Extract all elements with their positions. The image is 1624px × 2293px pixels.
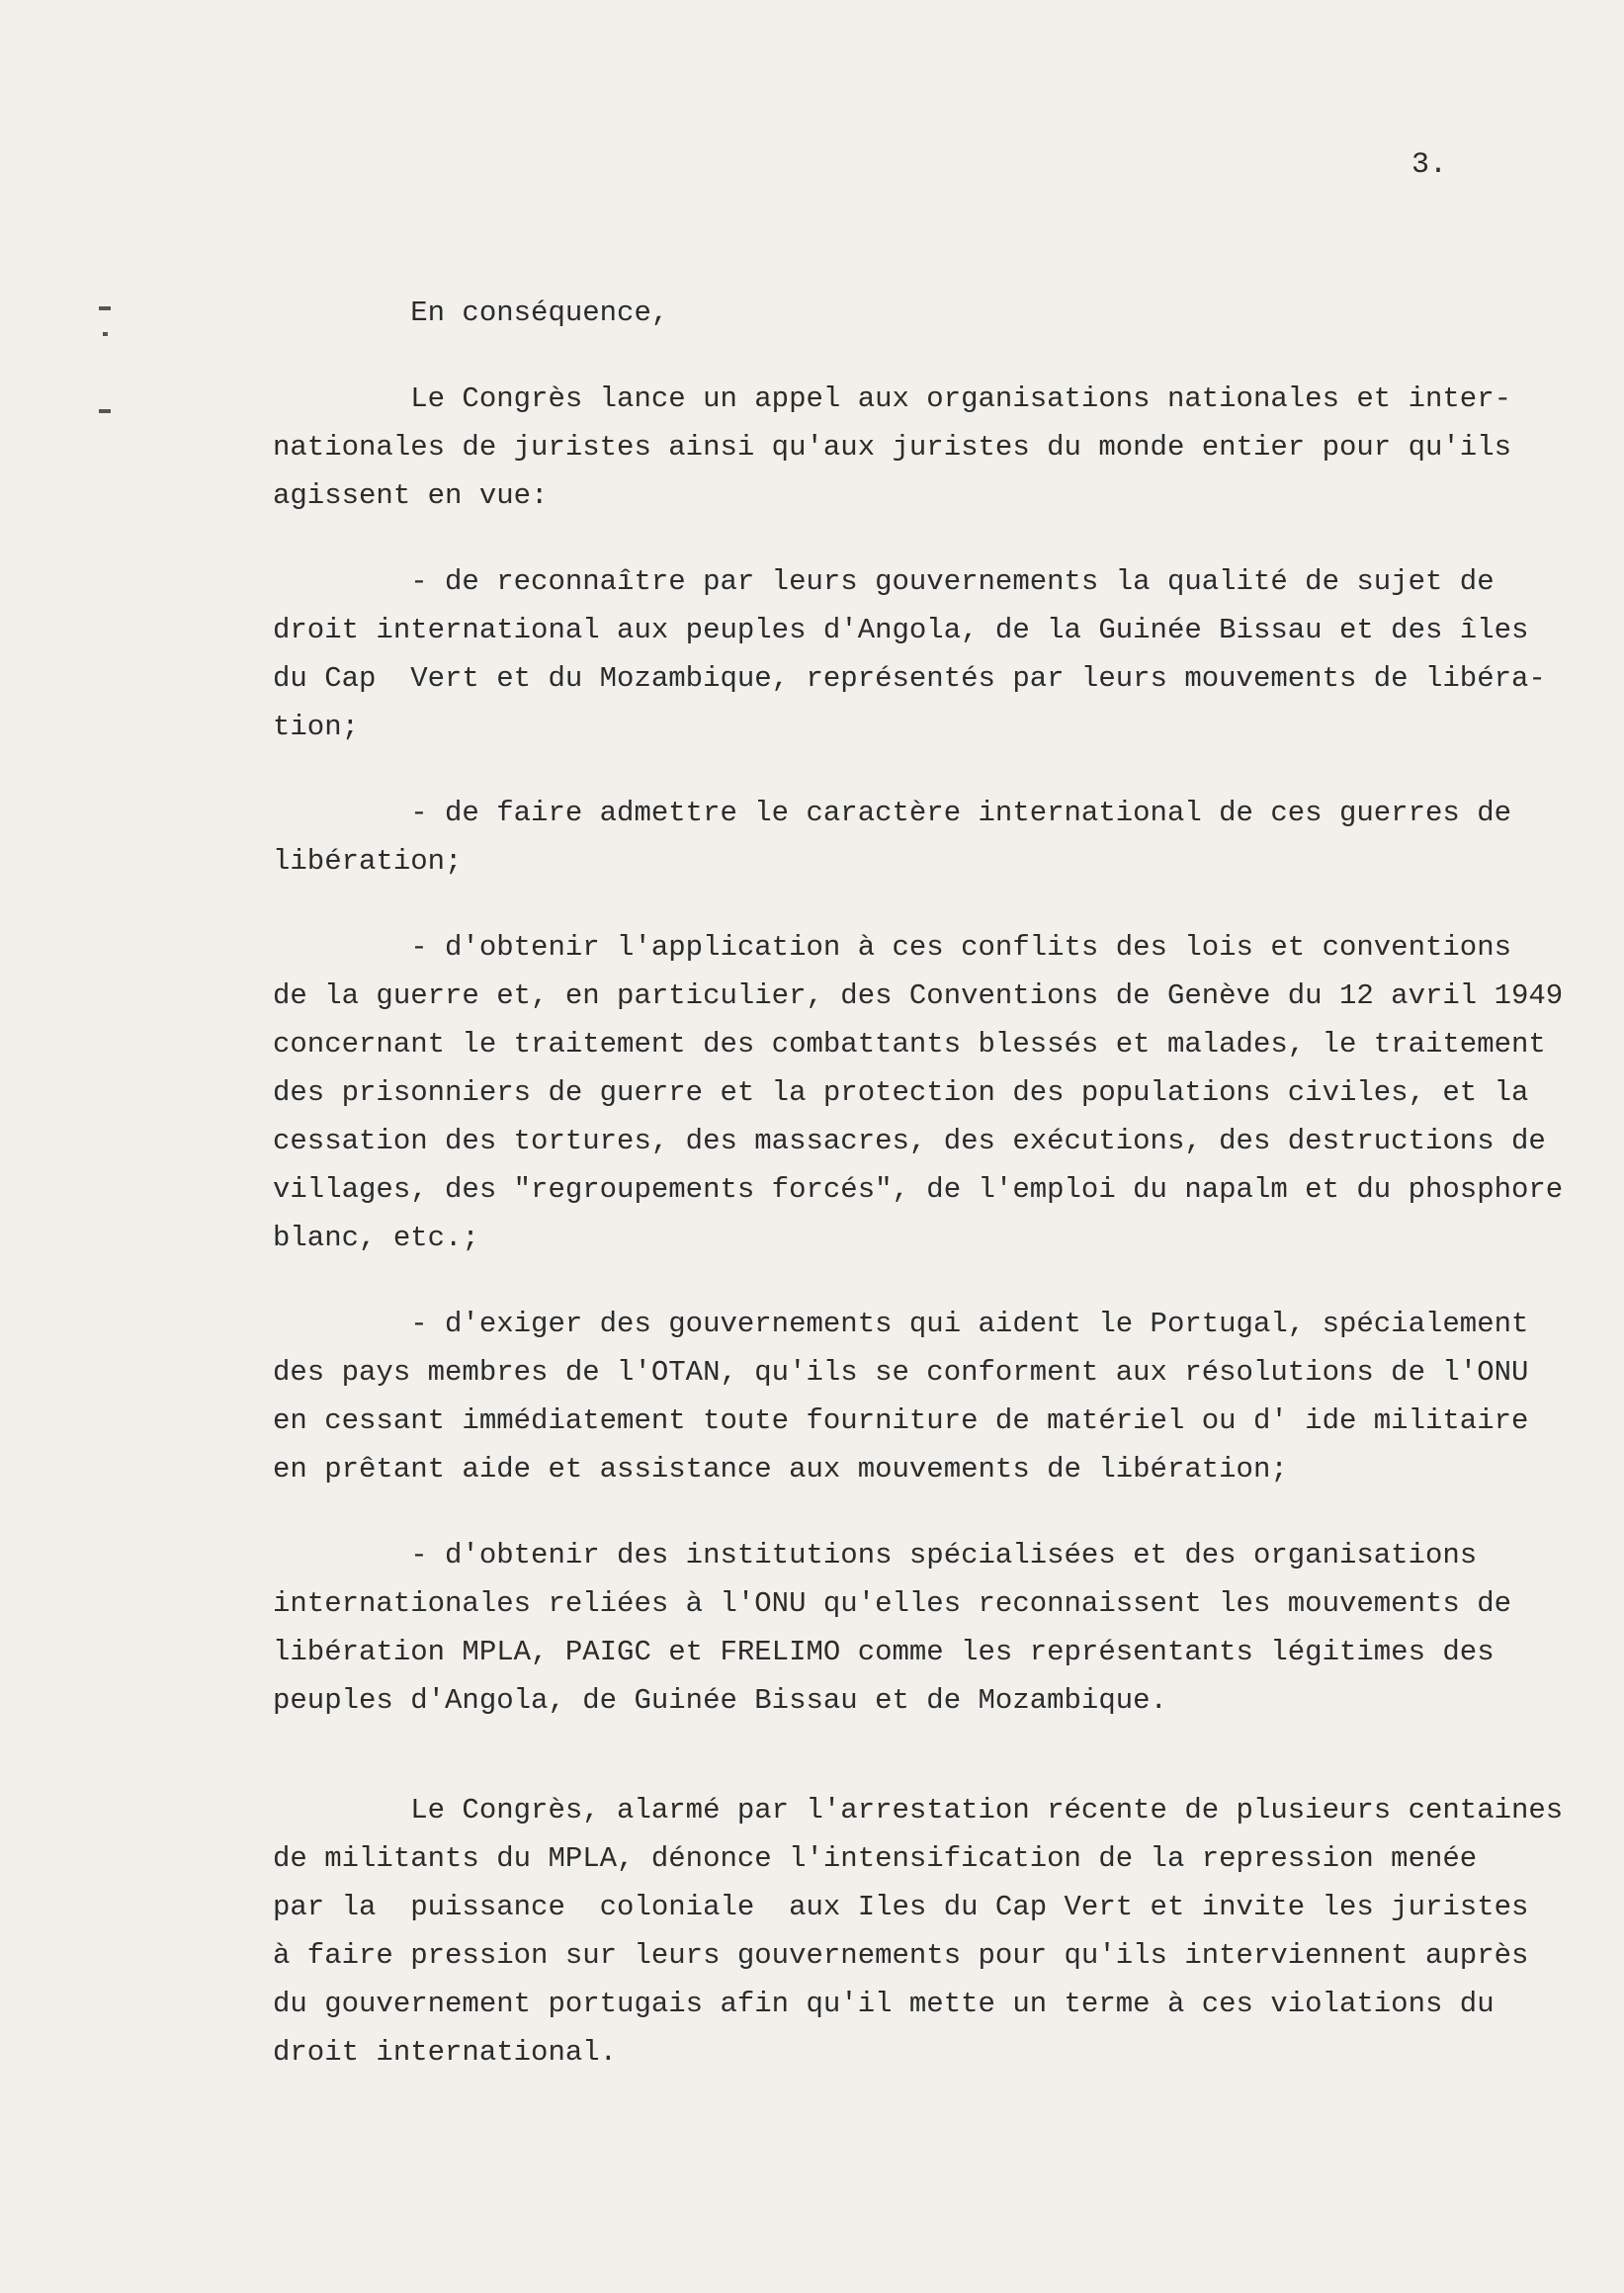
margin-mark [103, 332, 108, 336]
text-line: droit international. [273, 2036, 618, 2069]
text-line: de militants du MPLA, dénonce l'intensification de la repression menée [273, 1842, 1478, 1875]
paragraph [273, 375, 1518, 520]
paragraph [273, 1786, 1564, 2077]
text-line: - d'exiger des gouvernements qui aident le Portugal, spécialement [273, 1308, 1529, 1340]
text-line: villages, des "regroupements forcés", de l'emploi du napalm et du phosphore [273, 1173, 1564, 1206]
paragraph [273, 557, 1546, 751]
text-line: à faire pression sur leurs gouvernements pour qu'ils interviennent auprès [273, 1939, 1529, 1972]
text-line: du Cap Vert et du Mozambique, représentés par leurs mouvements de libéra- [273, 662, 1546, 695]
text-line: cessation des tortures, des massacres, des exécutions, des destructions de [273, 1125, 1546, 1157]
text-line: Le Congrès, alarmé par l'arrestation récente de plusieurs centaines [273, 1794, 1564, 1826]
text-line: peuples d'Angola, de Guinée Bissau et de Mozambique. [273, 1684, 1167, 1717]
text-line: par la puissance coloniale aux Iles du Cap Vert et invite les juristes [273, 1891, 1529, 1923]
text-line: des pays membres de l'OTAN, qu'ils se conforment aux résolutions de l'ONU [273, 1356, 1529, 1389]
text-line: agissent en vue: [273, 479, 549, 512]
text-line: internationales reliées à l'ONU qu'elles reconnaissent les mouvements de [273, 1587, 1512, 1620]
text-line: concernant le traitement des combattants blessés et malades, le traitement [273, 1028, 1546, 1061]
text-line: En conséquence, [273, 297, 669, 329]
paragraph [273, 789, 1518, 886]
text-line: du gouvernement portugais afin qu'il mette un terme à ces violations du [273, 1988, 1495, 2020]
text-line: - d'obtenir l'application à ces conflits des lois et conventions [273, 931, 1512, 964]
paragraph [273, 1300, 1529, 1493]
text-line: tion; [273, 711, 360, 743]
text-line: - d'obtenir des institutions spécialisées et des organisations [273, 1539, 1478, 1571]
page-number: 3. [1411, 148, 1448, 182]
document-body [273, 289, 1564, 2077]
text-line: Le Congrès lance un appel aux organisations nationales et inter- [273, 382, 1512, 415]
text-line: en prêtant aide et assistance aux mouvements de libération; [273, 1453, 1288, 1486]
text-line: blanc, etc.; [273, 1222, 479, 1254]
text-line: libération; [273, 845, 463, 878]
margin-mark [99, 409, 111, 413]
text-line: en cessant immédiatement toute fourniture de matériel ou d' ide militaire [273, 1404, 1529, 1437]
text-line: libération MPLA, PAIGC et FRELIMO comme les représentants légitimes des [273, 1636, 1495, 1668]
text-line: des prisonniers de guerre et la protection des populations civiles, et la [273, 1076, 1529, 1109]
paragraph [273, 289, 1518, 337]
text-line: - de faire admettre le caractère international de ces guerres de [273, 797, 1512, 829]
paragraph [273, 1531, 1518, 1725]
text-line: droit international aux peuples d'Angola, de la Guinée Bissau et des îles [273, 614, 1529, 646]
text-line: nationales de juristes ainsi qu'aux juristes du monde entier pour qu'ils [273, 431, 1512, 464]
text-line: de la guerre et, en particulier, des Conventions de Genève du 12 avril 1949 [273, 979, 1564, 1012]
paragraph [273, 923, 1564, 1262]
text-line: - de reconnaître par leurs gouvernements la qualité de sujet de [273, 565, 1495, 598]
margin-mark [99, 306, 111, 310]
